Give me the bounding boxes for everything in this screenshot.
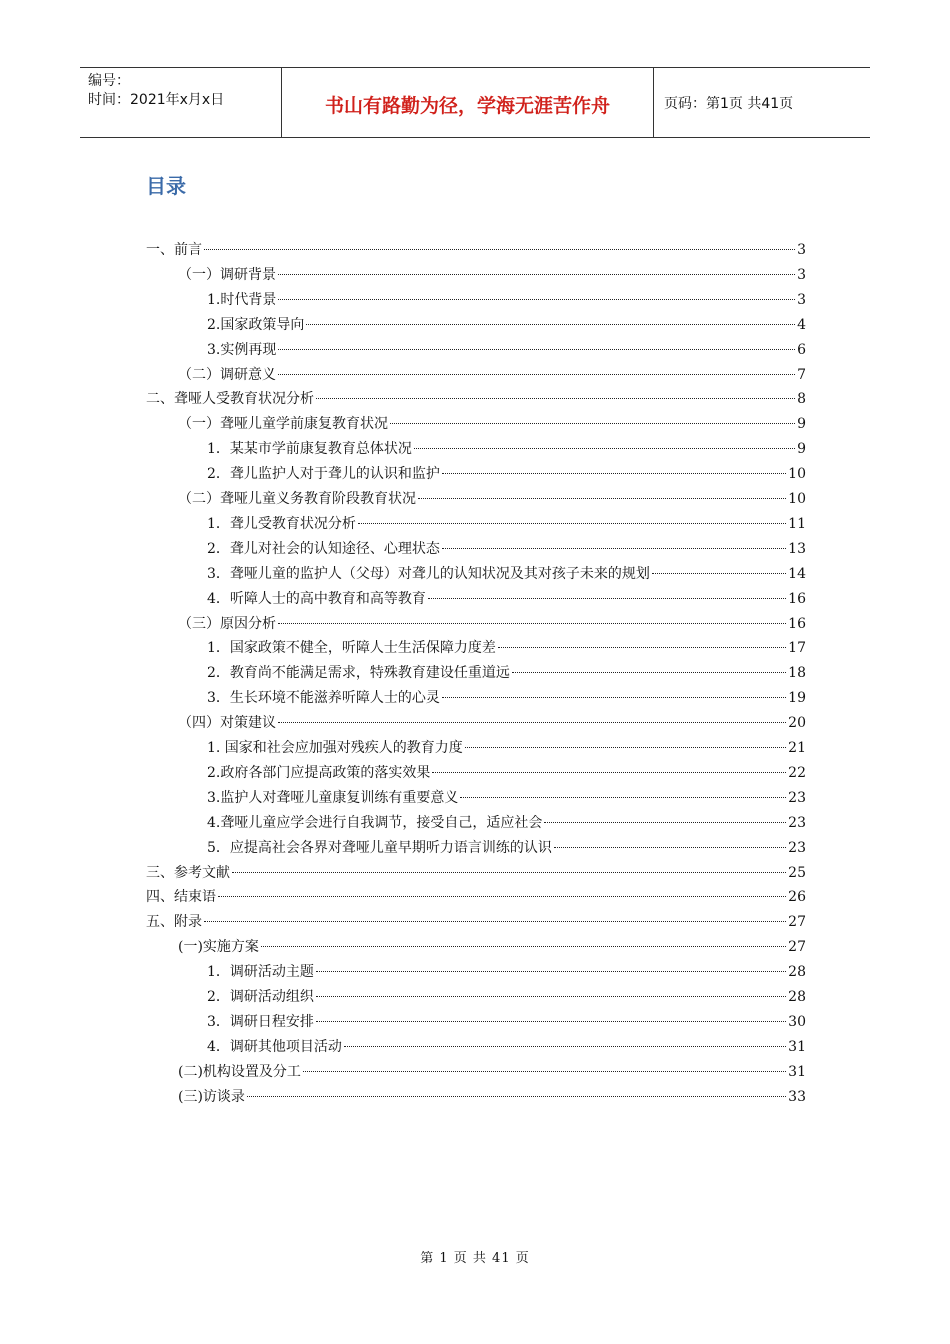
toc-entry-label: 1. 国家和社会应加强对残疾人的教育力度 bbox=[207, 740, 463, 756]
toc-entry-page: 31 bbox=[788, 1063, 806, 1080]
toc-entry[interactable] bbox=[207, 437, 806, 461]
toc-dot-leader bbox=[278, 623, 786, 624]
toc-dot-leader bbox=[554, 847, 786, 848]
toc-entry-label: 2．聋儿对社会的认知途径、心理状态 bbox=[207, 540, 440, 557]
toc-entry-label: 三、参考文献 bbox=[146, 864, 230, 881]
toc-entry-label: 1．调研活动主题 bbox=[207, 964, 314, 981]
header-motto: 书山有路勤为径，学海无涯苦作舟 bbox=[282, 68, 654, 137]
toc-dot-leader bbox=[442, 473, 786, 474]
toc-entry[interactable] bbox=[207, 338, 806, 362]
toc-dot-leader bbox=[414, 448, 795, 449]
toc-dot-leader bbox=[316, 1021, 786, 1022]
toc-entry[interactable] bbox=[207, 811, 806, 835]
toc-entry-label: (三)访谈录 bbox=[178, 1088, 245, 1105]
toc-entry-page: 19 bbox=[788, 690, 806, 707]
toc-entry-page: 16 bbox=[788, 615, 806, 632]
page-header bbox=[80, 67, 870, 138]
toc-entry-label: 2.政府各部门应提高政策的落实效果 bbox=[207, 764, 431, 781]
toc-entry-label: （四）对策建议 bbox=[178, 715, 276, 732]
toc-dot-leader bbox=[306, 324, 795, 325]
toc-entry-page: 23 bbox=[788, 814, 806, 831]
toc-dot-leader bbox=[278, 349, 795, 350]
toc-entry-label: 3．调研日程安排 bbox=[207, 1013, 314, 1030]
toc-entry-label: 4.聋哑儿童应学会进行自我调节，接受自己，适应社会 bbox=[207, 814, 543, 831]
toc-entry[interactable] bbox=[207, 836, 806, 860]
toc-entry-label: 2．教育尚不能满足需求，特殊教育建设任重道远 bbox=[207, 665, 510, 682]
page-footer: 第 1 页 共 41 页 bbox=[420, 1251, 530, 1266]
toc-entry-page: 8 bbox=[797, 391, 806, 408]
toc-entry[interactable] bbox=[146, 387, 806, 411]
toc-entry[interactable] bbox=[207, 313, 806, 337]
toc-entry-label: 3.实例再现 bbox=[207, 341, 277, 358]
toc-entry-label: 3．聋哑儿童的监护人（父母）对聋儿的认知状况及其对孩子未来的规划 bbox=[207, 565, 650, 582]
toc-entry-page: 31 bbox=[788, 1038, 806, 1055]
toc-dot-leader bbox=[460, 797, 786, 798]
toc-entry[interactable] bbox=[178, 711, 806, 735]
toc-entry-page: 23 bbox=[788, 789, 806, 806]
toc-entry[interactable] bbox=[178, 487, 806, 511]
toc-dot-leader bbox=[432, 772, 786, 773]
toc-dot-leader bbox=[344, 1046, 786, 1047]
toc-entry-page: 16 bbox=[788, 590, 806, 607]
toc-entry-label: 3.监护人对聋哑儿童康复训练有重要意义 bbox=[207, 789, 459, 806]
toc-dot-leader bbox=[232, 872, 786, 873]
toc-entry-label: （二）聋哑儿童义务教育阶段教育状况 bbox=[178, 491, 416, 507]
toc-entry-label: 五、附录 bbox=[146, 914, 202, 931]
toc-entry-label: 二、聋哑人受教育状况分析 bbox=[146, 391, 314, 408]
document-time-label: 时间：2021年x月x日 bbox=[88, 92, 225, 108]
toc-dot-leader bbox=[428, 598, 786, 599]
toc-entry[interactable] bbox=[178, 363, 806, 387]
toc-entry-label: 2．调研活动组织 bbox=[207, 989, 314, 1005]
toc-entry[interactable] bbox=[207, 686, 806, 710]
toc-entry-page: 20 bbox=[788, 715, 806, 732]
toc-entry[interactable] bbox=[178, 1060, 806, 1084]
toc-entry-label: 2.国家政策导向 bbox=[207, 316, 305, 333]
toc-entry-page: 30 bbox=[788, 1013, 806, 1030]
toc-entry-page: 21 bbox=[788, 740, 806, 756]
toc-entry[interactable] bbox=[207, 462, 806, 486]
toc-entry-label: 四、结束语 bbox=[146, 889, 216, 906]
toc-entry[interactable] bbox=[207, 636, 806, 660]
toc-entry-label: 1．聋儿受教育状况分析 bbox=[207, 515, 356, 532]
toc-entry[interactable] bbox=[207, 587, 806, 611]
toc-dot-leader bbox=[358, 523, 786, 524]
toc-entry-label: 一、前言 bbox=[146, 242, 202, 258]
toc-entry-page: 25 bbox=[788, 864, 806, 881]
toc-entry[interactable] bbox=[207, 537, 806, 561]
toc-entry-page: 23 bbox=[788, 839, 806, 856]
toc-entry-label: 1．国家政策不健全，听障人士生活保障力度差 bbox=[207, 640, 496, 657]
toc-entry-label: (二)机构设置及分工 bbox=[178, 1063, 301, 1080]
toc-title: 目录 bbox=[146, 174, 186, 198]
toc-entry-page: 6 bbox=[797, 341, 806, 358]
toc-dot-leader bbox=[652, 573, 786, 574]
toc-dot-leader bbox=[204, 249, 795, 250]
toc-entry-page: 33 bbox=[788, 1088, 806, 1105]
toc-entry-page: 27 bbox=[788, 939, 806, 956]
toc-entry-label: 4．调研其他项目活动 bbox=[207, 1038, 342, 1055]
toc-entry-page: 18 bbox=[788, 665, 806, 682]
toc-entry[interactable] bbox=[178, 612, 806, 636]
toc-entry[interactable] bbox=[146, 885, 806, 909]
toc-entry-label: （三）原因分析 bbox=[178, 615, 276, 632]
toc-dot-leader bbox=[442, 548, 786, 549]
toc-dot-leader bbox=[204, 921, 786, 922]
toc-dot-leader bbox=[316, 971, 786, 972]
toc-entry-page: 10 bbox=[788, 466, 806, 483]
toc-entry[interactable] bbox=[178, 412, 806, 436]
toc-entry-label: （一）聋哑儿童学前康复教育状况 bbox=[178, 416, 388, 433]
toc-entry[interactable] bbox=[207, 985, 806, 1009]
toc-entry-page: 3 bbox=[797, 266, 806, 283]
header-meta bbox=[80, 68, 282, 137]
toc-entry[interactable] bbox=[207, 761, 806, 785]
toc-entry[interactable] bbox=[207, 736, 806, 760]
toc-dot-leader bbox=[261, 946, 786, 947]
toc-entry-label: 1.时代背景 bbox=[207, 291, 277, 308]
toc-entry[interactable] bbox=[178, 935, 806, 959]
toc-entry-page: 10 bbox=[788, 491, 806, 507]
toc-dot-leader bbox=[278, 374, 795, 375]
toc-dot-leader bbox=[465, 747, 786, 748]
toc-entry[interactable] bbox=[178, 263, 806, 287]
toc-entry-page: 28 bbox=[788, 989, 806, 1005]
toc-entry[interactable] bbox=[146, 910, 806, 934]
toc-entry[interactable] bbox=[146, 861, 806, 885]
toc-dot-leader bbox=[278, 299, 795, 300]
toc-entry[interactable] bbox=[207, 562, 806, 586]
toc-entry-label: 4．听障人士的高中教育和高等教育 bbox=[207, 590, 426, 607]
toc-entry[interactable] bbox=[207, 512, 806, 536]
toc-entry-page: 3 bbox=[797, 242, 806, 258]
header-page-info: 页码：第1页 共41页 bbox=[664, 95, 794, 112]
toc-dot-leader bbox=[390, 423, 795, 424]
toc-dot-leader bbox=[303, 1071, 786, 1072]
toc-entry-label: （一）调研背景 bbox=[178, 266, 276, 283]
toc-entry-page: 3 bbox=[797, 291, 806, 308]
toc-entry[interactable] bbox=[207, 786, 806, 810]
toc-entry-page: 9 bbox=[797, 441, 806, 458]
toc-entry[interactable] bbox=[207, 1010, 806, 1034]
toc-entry[interactable] bbox=[146, 238, 806, 262]
toc-dot-leader bbox=[442, 697, 786, 698]
toc-entry-page: 4 bbox=[797, 316, 806, 333]
toc-entry[interactable] bbox=[207, 960, 806, 984]
toc-entry[interactable] bbox=[207, 661, 806, 685]
toc-entry-page: 7 bbox=[797, 366, 806, 383]
toc-dot-leader bbox=[544, 822, 786, 823]
toc-entry-page: 11 bbox=[788, 515, 806, 532]
document-number-label: 编号： bbox=[88, 73, 130, 89]
toc-dot-leader bbox=[247, 1096, 786, 1097]
toc-entry-page: 17 bbox=[788, 640, 806, 657]
toc-entry[interactable] bbox=[178, 1085, 806, 1109]
toc-dot-leader bbox=[512, 672, 786, 673]
toc-entry[interactable] bbox=[207, 288, 806, 312]
toc-dot-leader bbox=[316, 996, 786, 997]
toc-entry-label: 3．生长环境不能滋养听障人士的心灵 bbox=[207, 690, 440, 707]
toc-entry-page: 22 bbox=[788, 764, 806, 781]
toc-entry-page: 13 bbox=[788, 540, 806, 557]
toc-entry-label: (一)实施方案 bbox=[178, 939, 259, 956]
toc-dot-leader bbox=[418, 498, 786, 499]
toc-dot-leader bbox=[278, 274, 795, 275]
toc-entry-label: （二）调研意义 bbox=[178, 366, 276, 383]
toc-entry[interactable] bbox=[207, 1035, 806, 1059]
toc-dot-leader bbox=[316, 398, 795, 399]
toc-dot-leader bbox=[218, 896, 786, 897]
toc-entry-page: 26 bbox=[788, 889, 806, 906]
toc-dot-leader bbox=[278, 722, 786, 723]
toc-dot-leader bbox=[498, 647, 786, 648]
toc-entry-label: 2．聋儿监护人对于聋儿的认识和监护 bbox=[207, 466, 440, 483]
toc-entry-page: 27 bbox=[788, 914, 806, 931]
toc-entry-page: 14 bbox=[788, 565, 806, 582]
toc-entry-page: 28 bbox=[788, 964, 806, 981]
toc-entry-label: 1．某某市学前康复教育总体状况 bbox=[207, 441, 412, 458]
toc-entry-label: 5．应提高社会各界对聋哑儿童早期听力语言训练的认识 bbox=[207, 839, 552, 856]
toc-entry-page: 9 bbox=[797, 416, 806, 433]
